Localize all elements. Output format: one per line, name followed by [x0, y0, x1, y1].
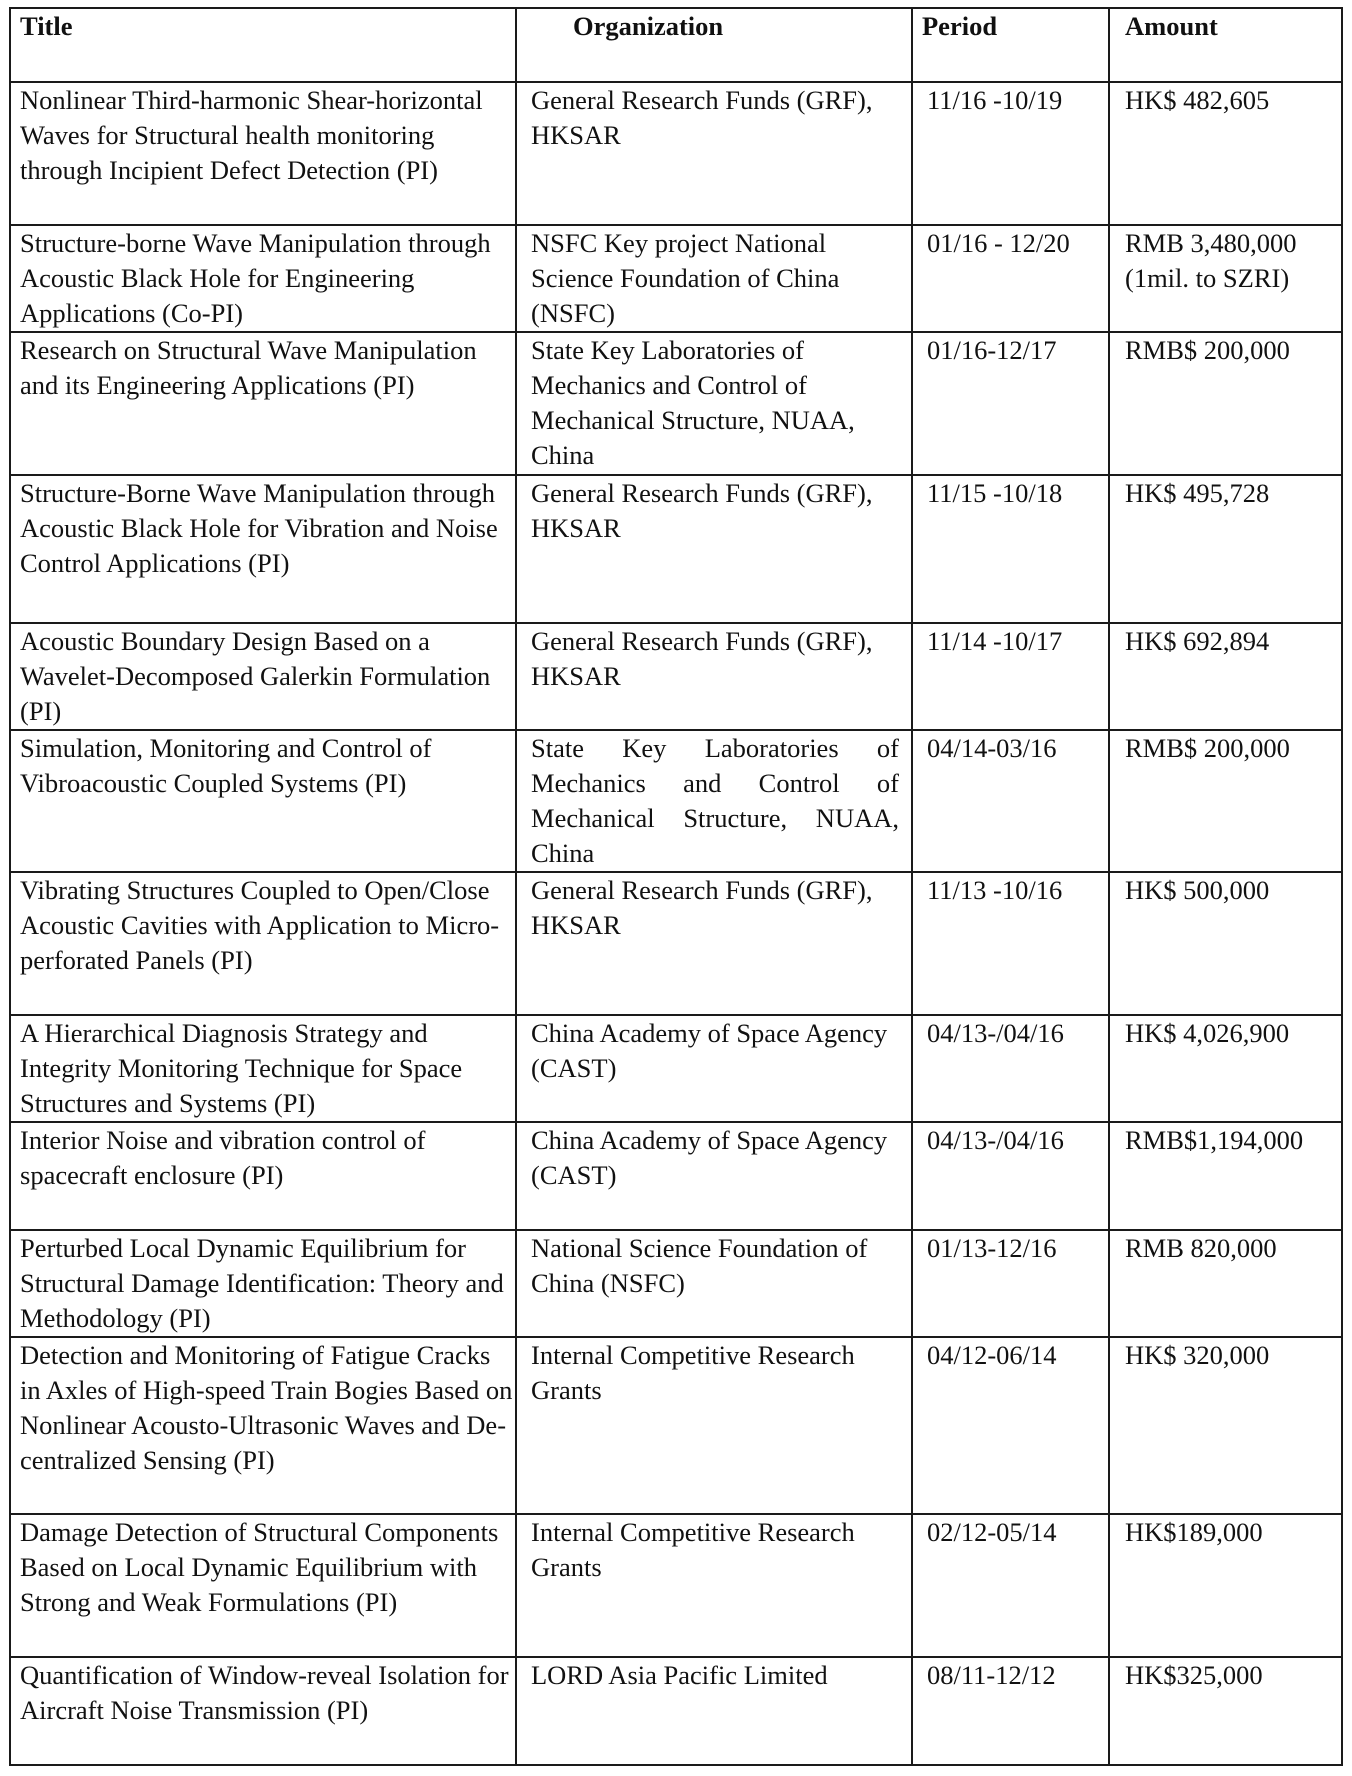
- grant-organization: General Research Funds (GRF), HKSAR: [516, 623, 912, 730]
- column-header-period: Period: [912, 8, 1109, 82]
- grant-amount: HK$ 482,605: [1109, 82, 1342, 225]
- table-row: [10, 872, 1342, 1015]
- grant-amount: RMB 820,000: [1109, 1230, 1342, 1337]
- grant-period: 01/16-12/17: [912, 332, 1109, 475]
- grant-organization: General Research Funds (GRF), HKSAR: [516, 872, 912, 1015]
- grant-period: 01/16 - 12/20: [912, 225, 1109, 332]
- grant-amount: HK$ 320,000: [1109, 1337, 1342, 1514]
- grant-title: Structure-Borne Wave Manipulation through Acoustic Black Hole for Vibration and Noise Control Applications (PI): [10, 475, 516, 623]
- grant-organization: Internal Competitive Research Grants: [516, 1514, 912, 1657]
- grant-amount: [1109, 225, 1342, 332]
- table-row: [10, 1337, 1342, 1514]
- table-row: [10, 1657, 1342, 1765]
- grant-title: Acoustic Boundary Design Based on a Wavelet-Decomposed Galerkin Formulation (PI): [10, 623, 516, 730]
- grant-amount: HK$189,000: [1109, 1514, 1342, 1657]
- grants-table: [9, 7, 1343, 1766]
- table-row: [10, 1015, 1342, 1122]
- grant-period: 01/13-12/16: [912, 1230, 1109, 1337]
- column-header-organization: Organization: [516, 8, 912, 82]
- table-row: [10, 225, 1342, 332]
- grant-period: 11/13 -10/16: [912, 872, 1109, 1015]
- grant-amount: HK$ 500,000: [1109, 872, 1342, 1015]
- grant-amount-note: (1mil. to SZRI): [1125, 263, 1290, 293]
- grant-amount: HK$325,000: [1109, 1657, 1342, 1765]
- grant-period: 08/11-12/12: [912, 1657, 1109, 1765]
- grant-organization: [516, 225, 912, 332]
- grant-title: Nonlinear Third-harmonic Shear-horizontal Waves for Structural health monitoring through Incipient Defect Detection (PI): [10, 82, 516, 225]
- grant-amount: HK$ 495,728: [1109, 475, 1342, 623]
- grant-amount: HK$ 692,894: [1109, 623, 1342, 730]
- grant-title: Damage Detection of Structural Components Based on Local Dynamic Equilibrium with Strong and Weak Formulations (PI): [10, 1514, 516, 1657]
- grant-organization: General Research Funds (GRF), HKSAR: [516, 475, 912, 623]
- grant-organization: China Academy of Space Agency (CAST): [516, 1122, 912, 1230]
- grant-amount: RMB$ 200,000: [1109, 730, 1342, 872]
- grant-organization: National Science Foundation of China (NSFC): [516, 1230, 912, 1337]
- grant-organization: General Research Funds (GRF), HKSAR: [516, 82, 912, 225]
- grant-organization: Internal Competitive Research Grants: [516, 1337, 912, 1514]
- grant-title: Quantification of Window-reveal Isolation for Aircraft Noise Transmission (PI): [10, 1657, 516, 1765]
- table-row: [10, 332, 1342, 475]
- column-header-amount: Amount: [1109, 8, 1342, 82]
- grant-period: 02/12-05/14: [912, 1514, 1109, 1657]
- grant-organization: State Key Laboratories of Mechanics and Control of Mechanical Structure, NUAA, China: [516, 730, 912, 872]
- grant-organization: LORD Asia Pacific Limited: [516, 1657, 912, 1765]
- grant-title: A Hierarchical Diagnosis Strategy and Integrity Monitoring Technique for Space Structures and Systems (PI): [10, 1015, 516, 1122]
- table-row: [10, 1514, 1342, 1657]
- table-row: [10, 1230, 1342, 1337]
- grant-organization-text: NSFC Key project National Science Foundation of China (NSFC): [531, 228, 840, 328]
- table-row: [10, 1122, 1342, 1230]
- grant-period: 11/15 -10/18: [912, 475, 1109, 623]
- grant-title: Research on Structural Wave Manipulation and its Engineering Applications (PI): [10, 332, 516, 475]
- grant-organization: State Key Laboratories of Mechanics and Control of Mechanical Structure, NUAA, China: [516, 332, 912, 475]
- grant-amount-value: RMB 3,480,000: [1125, 228, 1297, 258]
- grant-title: Vibrating Structures Coupled to Open/Close Acoustic Cavities with Application to Micro-perforated Panels (PI): [10, 872, 516, 1015]
- grant-period: 11/16 -10/19: [912, 82, 1109, 225]
- header-row: [10, 8, 1342, 82]
- grant-organization: China Academy of Space Agency (CAST): [516, 1015, 912, 1122]
- grant-title: Perturbed Local Dynamic Equilibrium for Structural Damage Identification: Theory and Methodology (PI): [10, 1230, 516, 1337]
- grant-period: 04/14-03/16: [912, 730, 1109, 872]
- grant-title: Detection and Monitoring of Fatigue Cracks in Axles of High-speed Train Bogies Based on Nonlinear Acousto-Ultrasonic Waves and De-centralized Sensing (PI): [10, 1337, 516, 1514]
- table-row: [10, 623, 1342, 730]
- grant-period: 04/13-/04/16: [912, 1015, 1109, 1122]
- table-row: [10, 82, 1342, 225]
- grant-period: 04/12-06/14: [912, 1337, 1109, 1514]
- grant-amount: HK$ 4,026,900: [1109, 1015, 1342, 1122]
- column-header-title: Title: [10, 8, 516, 82]
- grant-period: 11/14 -10/17: [912, 623, 1109, 730]
- table-row: [10, 475, 1342, 623]
- grant-title: Simulation, Monitoring and Control of Vibroacoustic Coupled Systems (PI): [10, 730, 516, 872]
- grant-amount: RMB$1,194,000: [1109, 1122, 1342, 1230]
- grant-period: 04/13-/04/16: [912, 1122, 1109, 1230]
- table-row: [10, 730, 1342, 872]
- grant-amount: RMB$ 200,000: [1109, 332, 1342, 475]
- grant-title: Structure-borne Wave Manipulation through Acoustic Black Hole for Engineering Applications (Co-PI): [10, 225, 516, 332]
- grant-title: Interior Noise and vibration control of spacecraft enclosure (PI): [10, 1122, 516, 1230]
